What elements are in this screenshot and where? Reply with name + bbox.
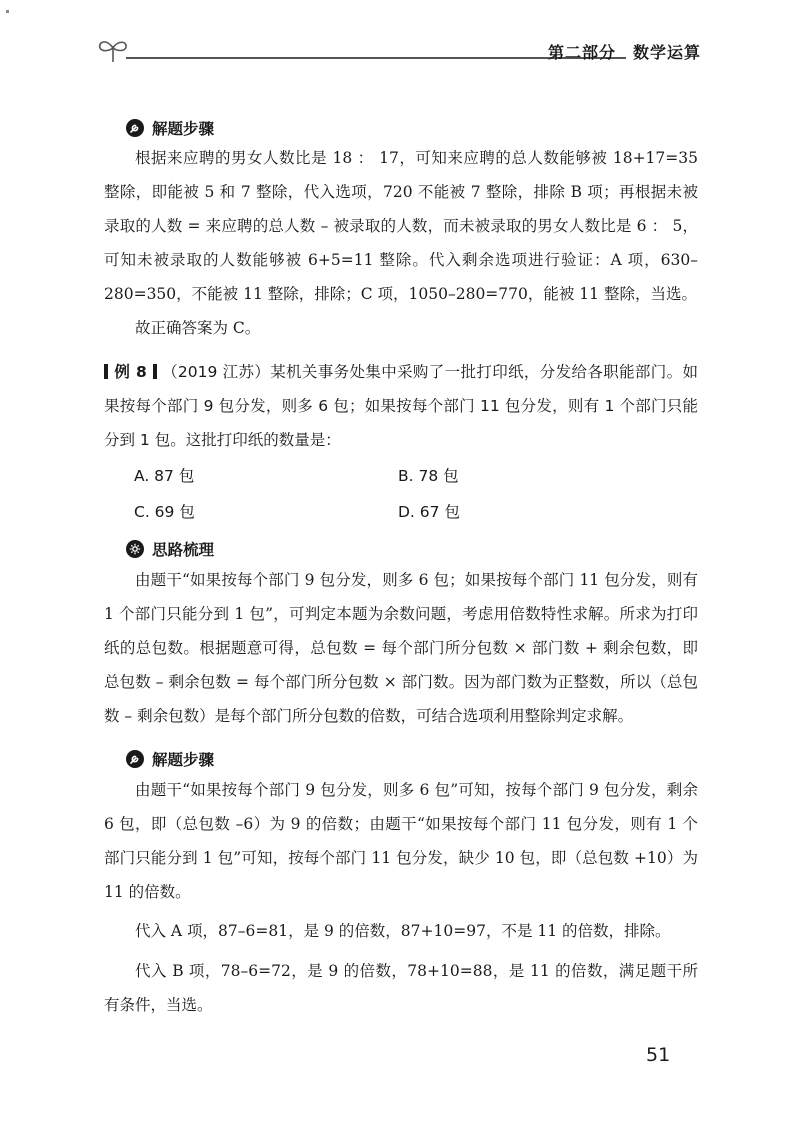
thinking-heading	[126, 538, 214, 560]
steps-heading-1	[126, 117, 214, 139]
answer-line: 故正确答案为 C。	[135, 319, 261, 337]
example-8	[104, 355, 698, 457]
chapter-title: 第二部分 数学运算	[547, 43, 701, 62]
steps-heading-label: 解题步骤	[152, 120, 215, 138]
option-d: D. 67 包	[398, 503, 460, 521]
steps-heading-2	[126, 748, 214, 770]
option-a: A. 87 包	[134, 467, 195, 485]
example-label: 例 8	[114, 363, 147, 381]
example-bar-right	[153, 364, 157, 379]
steps-2-paragraph-2: 代入 A 项，87–6=81，是 9 的倍数，87+10=97，不是 11 的倍数，排除。	[135, 922, 671, 940]
steps-2-paragraph-1: 由题干“如果按每个部门 9 包分发，则多 6 包”可知，按每个部门 9 包分发，剩余 6 包，即（总包数 –6）为 9 的倍数；由题干“如果按每个部门 11 包分发，则有 1 个部门只能分到 1 包”可知，按每个部门 11 包分发，缺少 10 包，即（总包数 +10）为 11 的倍数。	[104, 781, 698, 901]
page-header	[96, 30, 701, 70]
example-question	[104, 355, 698, 457]
page-number: 51	[646, 1044, 671, 1066]
steps-1-paragraph: 根据来应聘的男女人数比是 18 ： 17，可知来应聘的总人数能够被 18+17=35 整除，即能被 5 和 7 整除，代入选项，720 不能被 7 整除，排除 B 项；再根据未被录取的人数 = 来应聘的总人数 – 被录取的人数，而未被录取的男女人数比是 6 ： 5，可知未被录取的人数能够被 6+5=11 整除。代入剩余选项进行验证：A 项，630–280=350，不能被 11 整除，排除；C 项，1050–280=770，能被 11 整除，当选。	[104, 149, 698, 303]
steps-2-paragraph-3: 代入 B 项，78–6=72，是 9 的倍数，78+10=88，是 11 的倍数，满足题干所有条件，当选。	[104, 962, 698, 1014]
example-bar-left	[104, 364, 108, 379]
option-c: C. 69 包	[134, 503, 195, 521]
steps-heading-label: 解题步骤	[152, 751, 215, 769]
option-b: B. 78 包	[398, 467, 459, 485]
sprout-icon	[96, 36, 130, 64]
thinking-paragraph: 由题干“如果按每个部门 9 包分发，则多 6 包；如果按每个部门 11 包分发，则有 1 个部门只能分到 1 包”，可判定本题为余数问题，考虑用倍数特性求解。所求为打印纸的总包数。根据题意可得，总包数 = 每个部门所分包数 × 部门数 + 剩余包数，即总包数 – 剩余包数 = 每个部门所分包数 × 部门数。因为部门数为正整数，所以（总包数 – 剩余包数）是每个部门所分包数的倍数，可结合选项利用整除判定求解。	[104, 571, 698, 725]
wrench-icon	[126, 750, 144, 768]
example-question-text: （2019 江苏）某机关事务处集中采购了一批打印纸，分发给各职能部门。如果按每个部门 9 包分发，则多 6 包；如果按每个部门 11 包分发，则有 1 个部门只能分到 1 包。这批打印纸的数量是：	[104, 363, 698, 449]
scan-dot	[6, 10, 9, 13]
thinking-heading-label: 思路梳理	[152, 541, 215, 559]
gear-icon	[126, 540, 144, 558]
wrench-icon	[126, 119, 144, 137]
